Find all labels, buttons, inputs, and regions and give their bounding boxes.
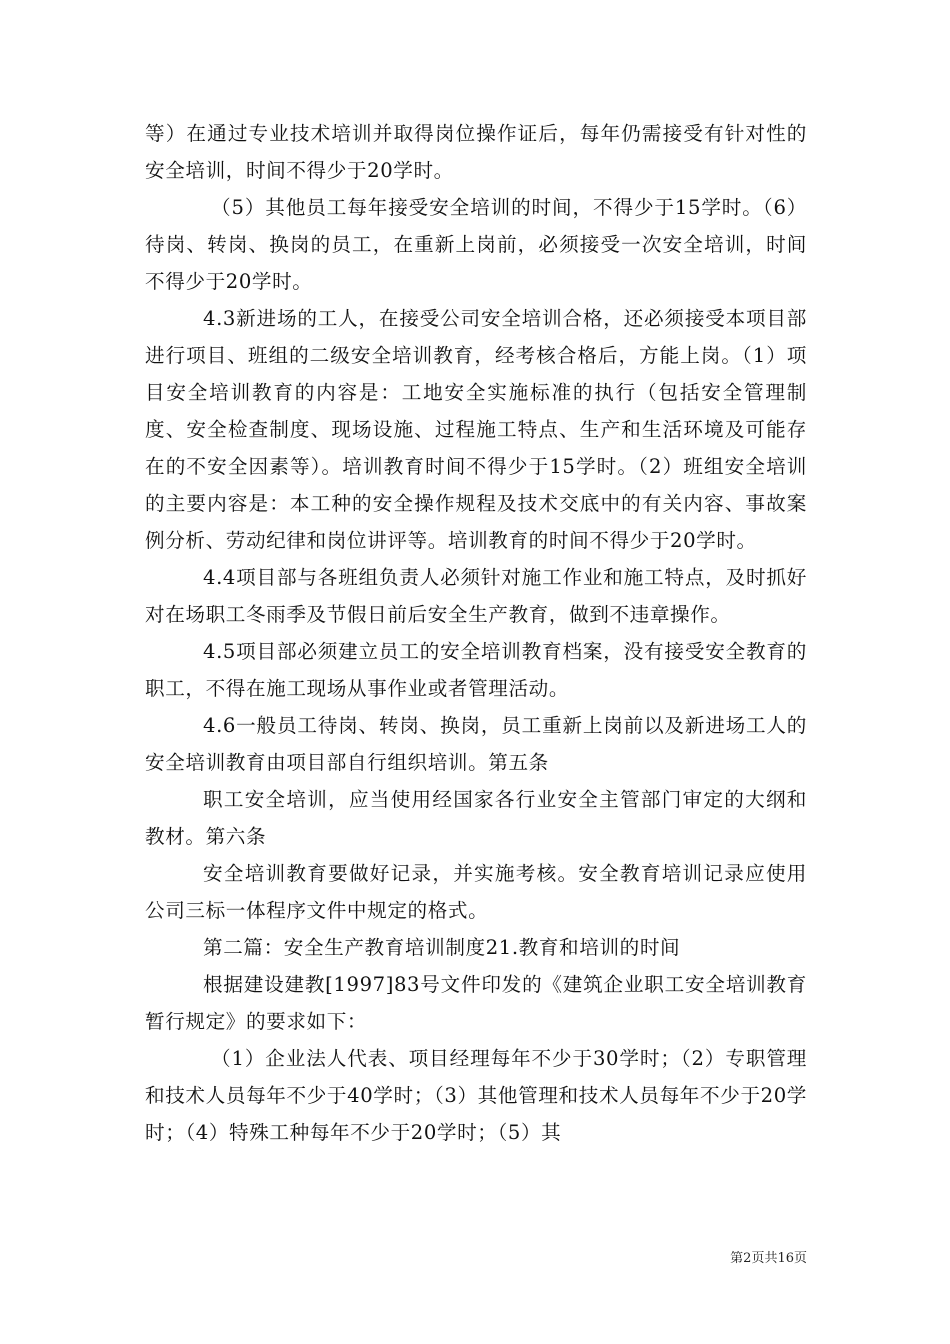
paragraph-training-hours: （1）企业法人代表、项目经理每年不少于30学时；（2）专职管理和技术人员每年不少于40学时；（3）其他管理和技术人员每年不少于20学时；（4）特殊工种每年不少于20学时；（5）其	[145, 1047, 807, 1144]
document-body	[145, 115, 807, 1151]
paragraph-article-6: 安全培训教育要做好记录，并实施考核。安全教育培训记录应使用公司三标一体程序文件中规定的格式。	[145, 862, 807, 922]
paragraph-regulation-reference: 根据建设建教[1997]83号文件印发的《建筑企业职工安全培训教育暂行规定》的要求如下：	[145, 973, 807, 1033]
paragraph-continuation: 等）在通过专业技术培训并取得岗位操作证后，每年仍需接受有针对性的安全培训，时间不得少于20学时。	[145, 122, 807, 182]
paragraph-item-5-6: （5）其他员工每年接受安全培训的时间，不得少于15学时。（6）待岗、转岗、换岗的员工，在重新上岗前，必须接受一次安全培训，时间不得少于20学时。	[145, 196, 807, 293]
paragraph-4-6: 4.6一般员工待岗、转岗、换岗，员工重新上岗前以及新进场工人的安全培训教育由项目部自行组织培训。第五条	[145, 714, 807, 774]
paragraph-article-5: 职工安全培训，应当使用经国家各行业安全主管部门审定的大纲和教材。第六条	[145, 788, 807, 848]
paragraph-4-4: 4.4项目部与各班组负责人必须针对施工作业和施工特点，及时抓好对在场职工冬雨季及节假日前后安全生产教育，做到不违章操作。	[145, 566, 807, 626]
section-heading-part-two: 第二篇：安全生产教育培训制度21.教育和培训的时间	[203, 936, 681, 959]
paragraph-4-3: 4.3新进场的工人，在接受公司安全培训合格，还必须接受本项目部进行项目、班组的二级安全培训教育，经考核合格后，方能上岗。（1）项目安全培训教育的内容是：工地安全实施标准的执行（包括安全管理制度、安全检查制度、现场设施、过程施工特点、生产和生活环境及可能存在的不安全因素等）。培训教育时间不得少于15学时。（2）班组安全培训的主要内容是：本工种的安全操作规程及技术交底中的有关内容、事故案例分析、劳动纪律和岗位讲评等。培训教育的时间不得少于20学时。	[145, 307, 807, 552]
page-number-footer: 第2页共16页	[730, 1251, 807, 1266]
paragraph-4-5: 4.5项目部必须建立员工的安全培训教育档案，没有接受安全教育的职工，不得在施工现场从事作业或者管理活动。	[145, 640, 807, 700]
